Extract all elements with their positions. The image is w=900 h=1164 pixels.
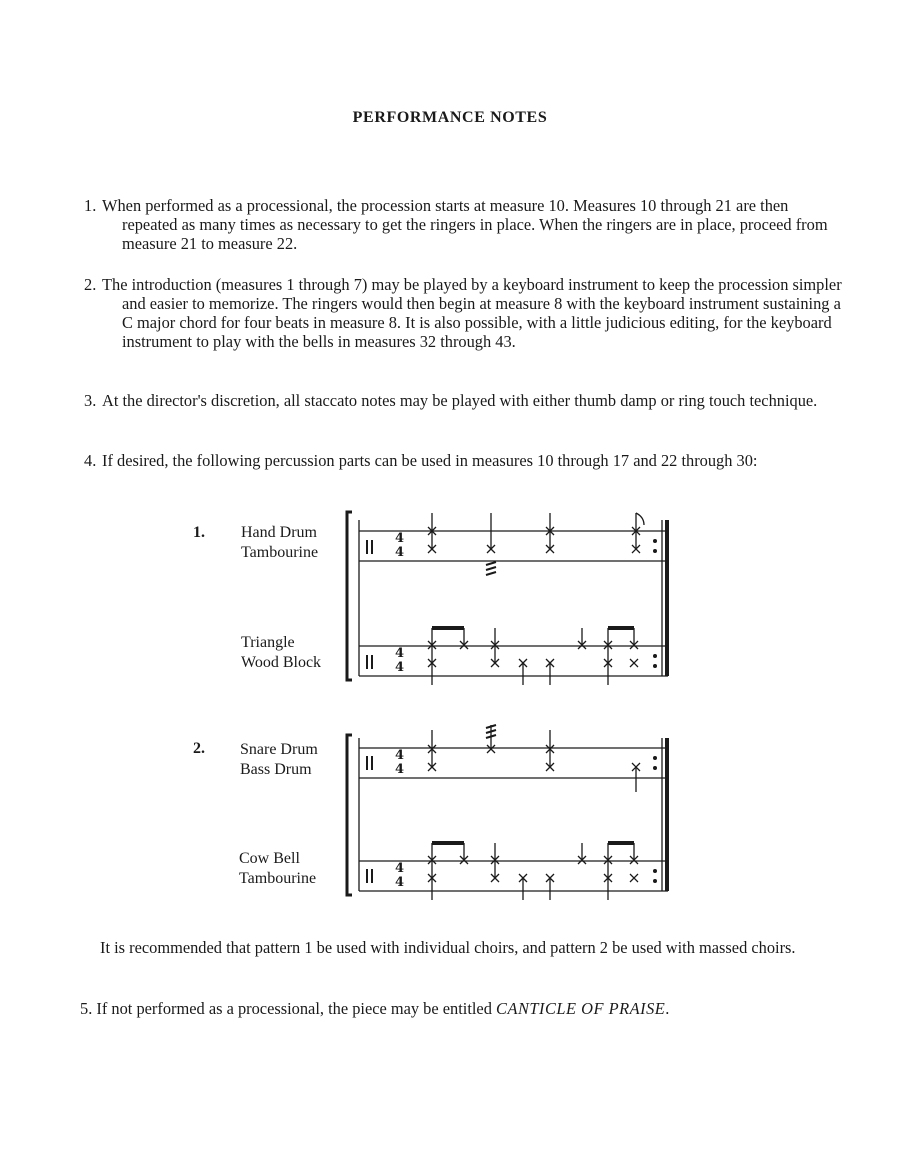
instrument-name: Bass Drum: [240, 761, 312, 778]
note-text: At the director's discretion, all staccato notes may be played with either thumb damp or ring touch technique.: [102, 391, 818, 410]
note-number: 3.: [84, 391, 97, 410]
note-number: 5.: [80, 999, 93, 1018]
note-number: 2.: [84, 275, 97, 294]
system-bracket: [347, 735, 352, 895]
pattern-1-label: 1.: [193, 524, 205, 541]
repeat-dots: [653, 539, 657, 883]
instrument-name: Snare Drum: [240, 741, 318, 758]
instrument-name: Wood Block: [241, 654, 322, 671]
page-title: PERFORMANCE NOTES: [352, 109, 548, 126]
time-signature: 4: [395, 646, 405, 661]
time-signature: 4: [395, 545, 405, 560]
time-signature: 4: [395, 875, 405, 890]
note-number: 1.: [84, 196, 97, 215]
percussion-clef: [367, 540, 372, 883]
piece-alternate-title: CANTICLE OF PRAISE: [496, 999, 666, 1018]
pattern-recommendation: It is recommended that pattern 1 be used with individual choirs, and pattern 2 be used with massed choirs.: [100, 938, 796, 957]
note-text: The introduction (measures 1 through 7) may be played by a keyboard instrument to keep the procession simpler and easier to memorize. The ringers would then begin at measure 8 with the keyboard instrument sustaining a C major chord for four beats in measure 8. It is also possible, with a little judicious editing, for the keyboard instrument to play with the bells in measures 32 through 43.: [102, 275, 842, 351]
note-text: When performed as a processional, the procession starts at measure 10. Measures 10 through 21 are then repeated as many times as necessary to get the ringers in place. When the ringers are in place, proceed from measure 21 to measure 22.: [102, 196, 828, 253]
notes-snare-drum-bass-drum: [428, 725, 640, 792]
instrument-name: Hand Drum: [241, 524, 317, 541]
instrument-name: Cow Bell: [239, 850, 300, 867]
system-bracket: [347, 512, 352, 680]
notes-hand-drum-tambourine: [428, 513, 644, 575]
note-text: If not performed as a processional, the piece may be entitled: [96, 999, 492, 1018]
instrument-name: Tambourine: [241, 544, 319, 561]
instrument-name: Triangle: [241, 634, 295, 651]
note-number: 4.: [84, 451, 97, 470]
time-signature: 4: [395, 660, 405, 675]
time-signature: 4: [395, 762, 405, 777]
instrument-name: Tambourine: [239, 870, 317, 887]
note-text: If desired, the following percussion parts can be used in measures 10 through 17 and 22 through 30:: [102, 451, 758, 470]
note-punctuation: .: [665, 999, 670, 1018]
time-signature: 4: [395, 748, 405, 763]
time-signature: 4: [395, 531, 405, 546]
time-signature: 4: [395, 861, 405, 876]
pattern-2-label: 2.: [193, 740, 205, 757]
note-5: [80, 999, 669, 1019]
